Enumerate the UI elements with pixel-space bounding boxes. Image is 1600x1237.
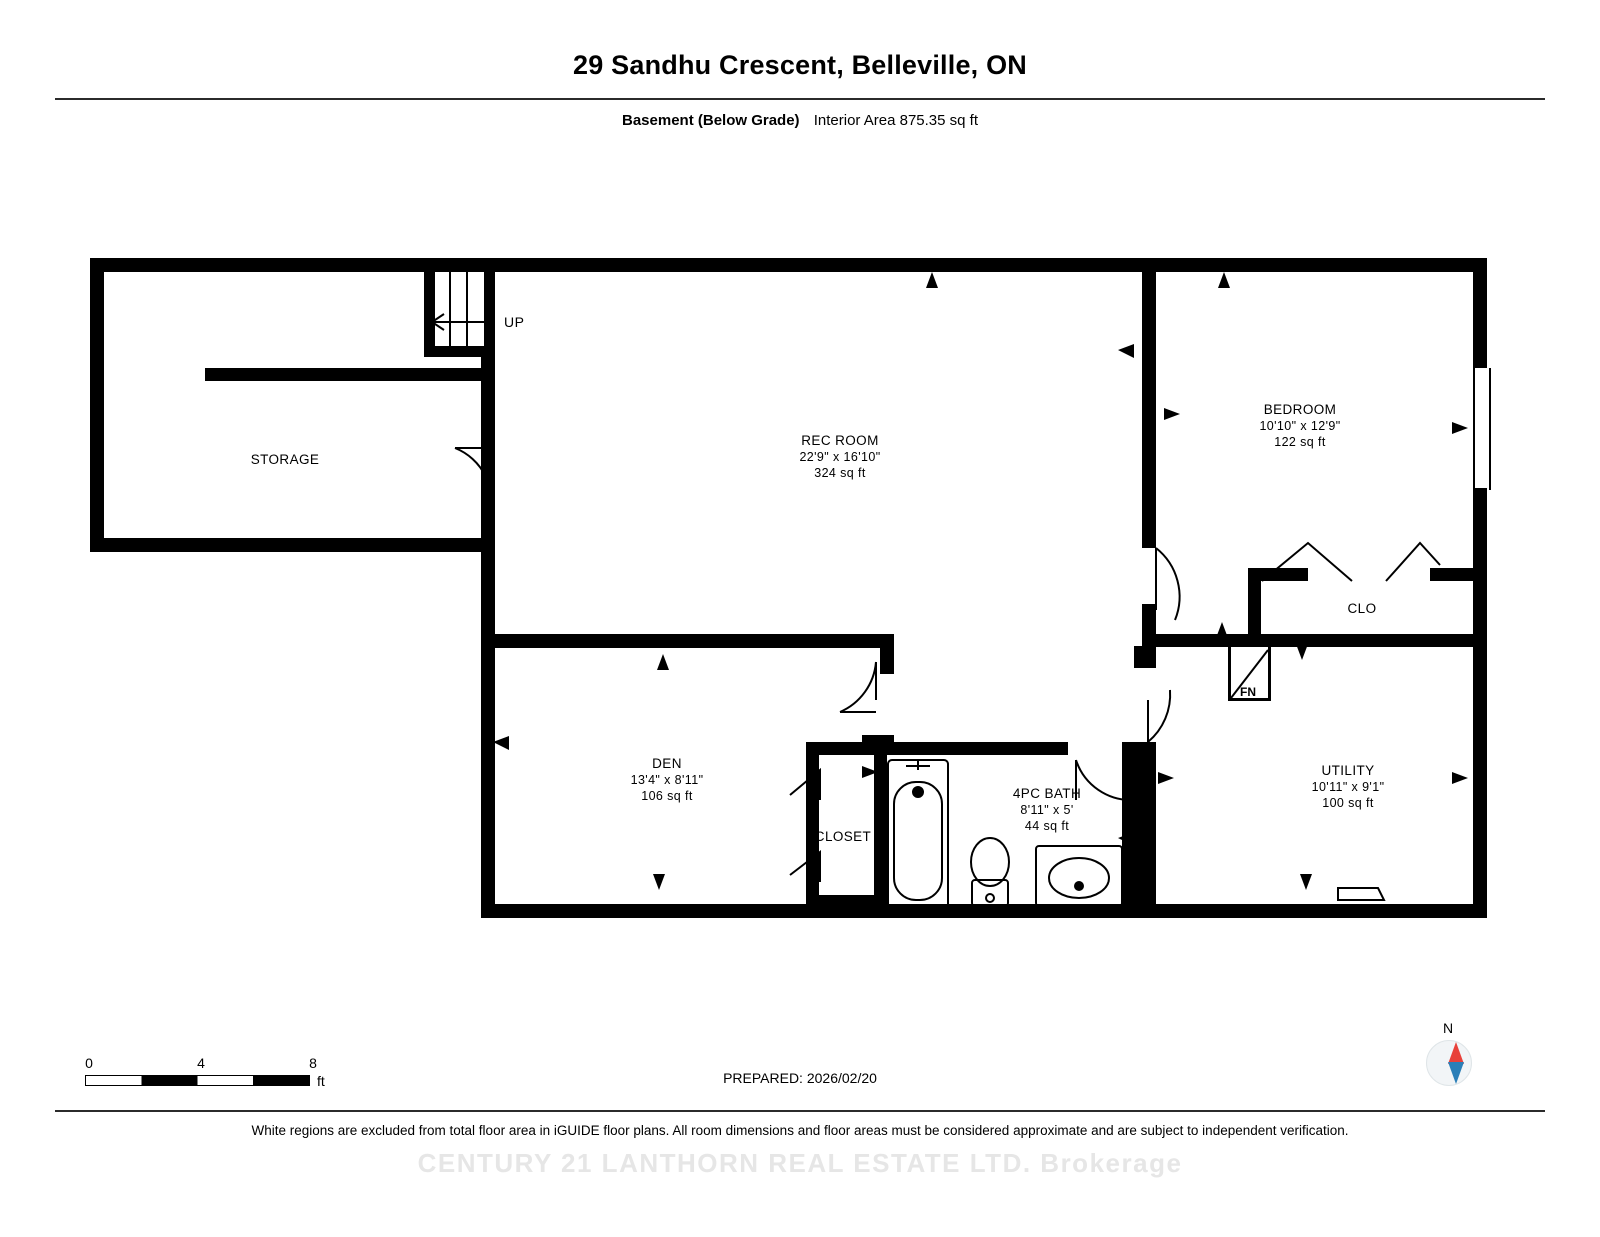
wall-recroom-bottom (481, 634, 894, 648)
wall-right-exterior-lower (1473, 488, 1487, 918)
level-label: Basement (Below Grade) (622, 112, 800, 129)
wall-recroom-right-lower (1142, 604, 1156, 646)
room-label-closet-bedroom: CLO (1347, 601, 1377, 616)
page-title: 29 Sandhu Crescent, Belleville, ON (573, 50, 1027, 80)
wall-furnace-closet-right (1268, 646, 1271, 701)
room-label-utility: UTILITY 10'11" x 9'1" 100 sq ft (1311, 763, 1385, 810)
footer-divider (55, 1110, 1545, 1112)
wall-stairs-right (484, 272, 495, 356)
compass-rose (1412, 1020, 1484, 1098)
wall-closet-bottom (1156, 634, 1487, 647)
wall-top-right (1142, 258, 1487, 272)
room-label-bedroom: BEDROOM 10'10" x 12'9" 122 sq ft (1259, 402, 1341, 449)
wall-bath-right (1122, 742, 1135, 907)
wall-top-left (90, 258, 570, 272)
room-label-rec-room: REC ROOM 22'9" x 16'10" 324 sq ft (799, 433, 881, 480)
compass-north-label: N (1442, 1020, 1454, 1036)
wall-closet-block-right (874, 755, 887, 907)
toilet-fixture (971, 838, 1009, 906)
stairs-up-label: UP (504, 314, 525, 330)
door-den (840, 662, 876, 712)
wall-utility-left-upper (1134, 646, 1156, 668)
wall-den-top-right (880, 634, 894, 674)
wall-top-mid (556, 258, 1156, 272)
scale-tick-2: 8 (309, 1055, 317, 1071)
prepared-date: PREPARED: 2026/02/20 (723, 1070, 877, 1086)
wall-storage-partition (205, 368, 495, 381)
wall-bottom-exterior-right (1134, 904, 1487, 918)
utility-fixture (1338, 888, 1384, 900)
wall-recroom-right (1142, 258, 1156, 548)
bathtub-fixture (888, 760, 948, 908)
wall-den-stub (862, 735, 894, 745)
wall-stairs-left (424, 272, 435, 356)
disclaimer-text: White regions are excluded from total floor area in iGUIDE floor plans. All room dimensions and floor areas must be considered approximate and are subject to independent verification. (251, 1123, 1349, 1138)
room-label-den: DEN 13'4" x 8'11" 106 sq ft (630, 756, 704, 803)
stairs-treads (450, 272, 467, 347)
compass-needle-north-icon (1448, 1042, 1464, 1064)
sink-fixture (1036, 846, 1122, 906)
door-utility (1148, 690, 1170, 742)
wall-den-left (481, 634, 495, 918)
wall-closet-block-bottom (806, 895, 887, 907)
wall-storage-bottom (90, 538, 494, 552)
stairs-up-arrow (432, 314, 490, 330)
furnace-label: FN (1240, 685, 1256, 699)
wall-bath-top (806, 742, 1068, 755)
brokerage-watermark: CENTURY 21 LANTHORN REAL ESTATE LTD. Brokerage (417, 1148, 1183, 1178)
room-label-closet: CLOSET (814, 829, 872, 844)
scale-tick-1: 4 (197, 1055, 205, 1071)
room-label-bath: 4PC BATH 8'11" x 5' 44 sq ft (1012, 786, 1082, 833)
wall-utility-left (1134, 742, 1156, 918)
interior-area-label: Interior Area 875.35 sq ft (813, 112, 978, 129)
wall-recroom-left (481, 356, 495, 641)
wall-bedroom-bottom-right (1430, 568, 1487, 581)
scale-tick-0: 0 (85, 1055, 93, 1071)
door-bedroom (1156, 548, 1180, 620)
room-label-storage: STORAGE (250, 452, 320, 467)
wall-right-exterior-upper (1473, 258, 1487, 368)
scale-unit-label: ft (317, 1073, 325, 1089)
wall-closet-left (1248, 568, 1261, 640)
wall-right-exterior-window (1473, 368, 1491, 490)
wall-left-exterior (90, 258, 104, 551)
wall-furnace-closet-left (1228, 646, 1231, 701)
